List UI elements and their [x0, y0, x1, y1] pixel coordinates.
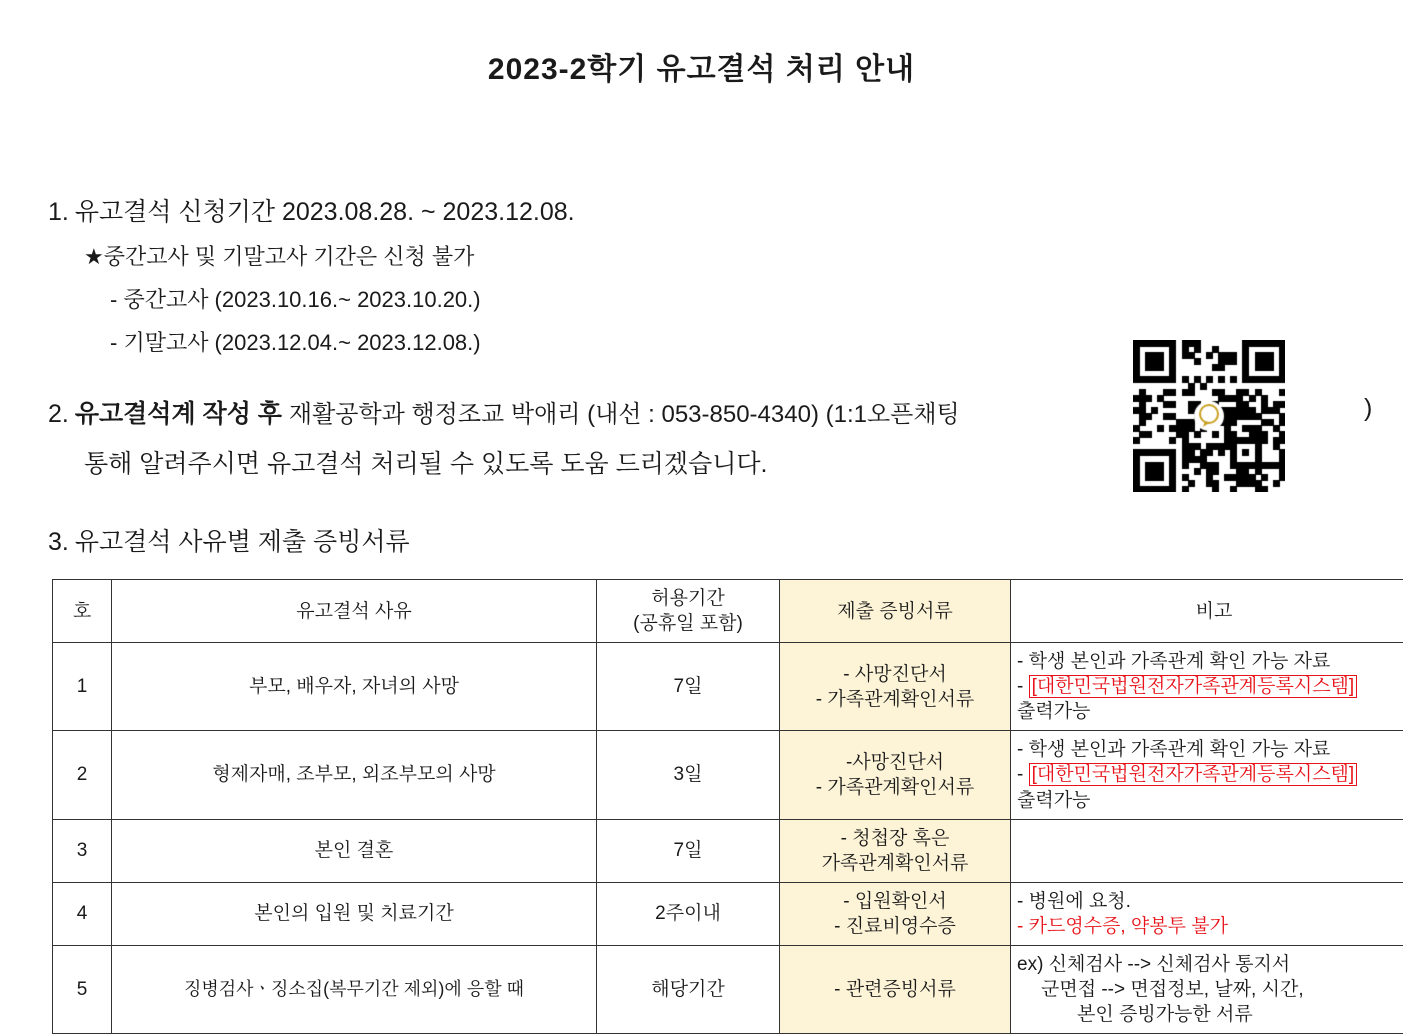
- cell-reason: 부모, 배우자, 자녀의 사망: [112, 643, 597, 731]
- section2-line2: 통해 알려주시면 유고결석 처리될 수 있도록 도움 드리겠습니다.: [84, 444, 1358, 480]
- table-body: [53, 643, 1403, 1034]
- header-period: [597, 580, 780, 643]
- section2-line1-rest: 재활공학과 행정조교 박애리 (내선 : 053-850-4340) (1:1오픈채팅: [289, 401, 960, 428]
- docs-line: - 입원확인서: [786, 889, 1004, 914]
- cell-note: [1011, 945, 1403, 1033]
- cell-period: 3일: [597, 731, 780, 819]
- note-highlight: [대한민국법원전자가족관계등록시스템]: [1029, 763, 1358, 786]
- cell-note: [1011, 819, 1403, 882]
- note-line: 출력가능: [1017, 788, 1403, 813]
- reasons-table: [52, 579, 1403, 1034]
- docs-line: - 가족관계확인서류: [786, 775, 1004, 800]
- docs-line: -사망진단서: [786, 750, 1004, 775]
- cell-no: 2: [53, 731, 112, 819]
- section-documents-heading: [48, 522, 410, 558]
- cell-no: 1: [53, 643, 112, 731]
- document-page: [0, 44, 1403, 1036]
- cell-docs: [780, 731, 1011, 819]
- note-line: 본인 증빙가능한 서류: [1017, 1002, 1403, 1027]
- cell-period: 7일: [597, 643, 780, 731]
- section1-item-midterm: - 중간고사 (2023.10.16.~ 2023.10.20.): [110, 283, 1048, 314]
- header-docs: 제출 증빙서류: [780, 580, 1011, 643]
- section1-item-final: - 기말고사 (2023.12.04.~ 2023.12.08.): [110, 326, 1048, 357]
- header-period-line1: 허용기간: [603, 586, 773, 611]
- table-row: [53, 819, 1403, 882]
- header-period-line2: (공휴일 포함): [603, 611, 773, 636]
- docs-line: - 진료비영수증: [786, 914, 1004, 939]
- table-row: [53, 945, 1403, 1033]
- section3-number: 3.: [48, 528, 69, 556]
- section3-heading: [48, 522, 410, 558]
- header-note: 비고: [1011, 580, 1403, 643]
- table-header: [53, 580, 1403, 643]
- note-line: 군면접 --> 면접정보, 날짜, 시간,: [1017, 977, 1403, 1002]
- header-reason: 유고결석 사유: [112, 580, 597, 643]
- cell-no: 3: [53, 819, 112, 882]
- docs-line: - 관련증빙서류: [786, 977, 1004, 1002]
- cell-reason: 징병검사ㆍ징소집(복무기간 제외)에 응할 때: [112, 945, 597, 1033]
- note-line: - [대한민국법원전자가족관계등록시스템]: [1017, 762, 1403, 787]
- cell-docs: [780, 945, 1011, 1033]
- table-row: [53, 731, 1403, 819]
- note-highlight: [대한민국법원전자가족관계등록시스템]: [1029, 675, 1358, 698]
- page-title: 2023-2학기 유고결석 처리 안내: [0, 44, 1403, 88]
- cell-no: 5: [53, 945, 112, 1033]
- cell-docs: [780, 882, 1011, 945]
- note-line: ex) 신체검사 --> 신체검사 통지서: [1017, 952, 1403, 977]
- cell-note: [1011, 643, 1403, 731]
- section2-paren-close: ): [1364, 394, 1372, 423]
- cell-period: 2주이내: [597, 882, 780, 945]
- section2-line1-bold: 유고결석계 작성 후: [75, 400, 282, 428]
- note-line: - 학생 본인과 가족관계 확인 가능 자료: [1017, 649, 1403, 674]
- cell-period: 해당기간: [597, 945, 780, 1033]
- section1-heading-text: 유고결석 신청기간 2023.08.28. ~ 2023.12.08.: [75, 198, 575, 226]
- cell-reason: 본인 결혼: [112, 819, 597, 882]
- section1-star-note: ★중간고사 및 기말고사 기간은 신청 불가: [84, 240, 1048, 271]
- section3-heading-text: 유고결석 사유별 제출 증빙서류: [75, 528, 410, 556]
- cell-docs: [780, 819, 1011, 882]
- docs-line: 가족관계확인서류: [786, 851, 1004, 876]
- table-row: [53, 882, 1403, 945]
- cell-period: 7일: [597, 819, 780, 882]
- section1-number: 1.: [48, 198, 69, 226]
- docs-line: - 사망진단서: [786, 662, 1004, 687]
- cell-note: [1011, 731, 1403, 819]
- cell-reason: 형제자매, 조부모, 외조부모의 사망: [112, 731, 597, 819]
- docs-line: - 청첩장 혹은: [786, 826, 1004, 851]
- section-application-period: [48, 192, 1048, 357]
- cell-docs: [780, 643, 1011, 731]
- table-header-row: [53, 580, 1403, 643]
- cell-no: 4: [53, 882, 112, 945]
- note-line: - 학생 본인과 가족관계 확인 가능 자료: [1017, 737, 1403, 762]
- section2-number: 2.: [48, 400, 69, 428]
- note-line: - 병원에 요청.: [1017, 889, 1403, 914]
- qr-code-icon[interactable]: [1133, 340, 1285, 492]
- cell-note: [1011, 882, 1403, 945]
- note-line: - [대한민국법원전자가족관계등록시스템]: [1017, 674, 1403, 699]
- docs-line: - 가족관계확인서류: [786, 687, 1004, 712]
- note-line: 출력가능: [1017, 699, 1403, 724]
- cell-reason: 본인의 입원 및 치료기간: [112, 882, 597, 945]
- section1-heading: [48, 192, 1048, 228]
- note-line: - 카드영수증, 약봉투 불가: [1017, 914, 1403, 939]
- header-no: 호: [53, 580, 112, 643]
- table-row: [53, 643, 1403, 731]
